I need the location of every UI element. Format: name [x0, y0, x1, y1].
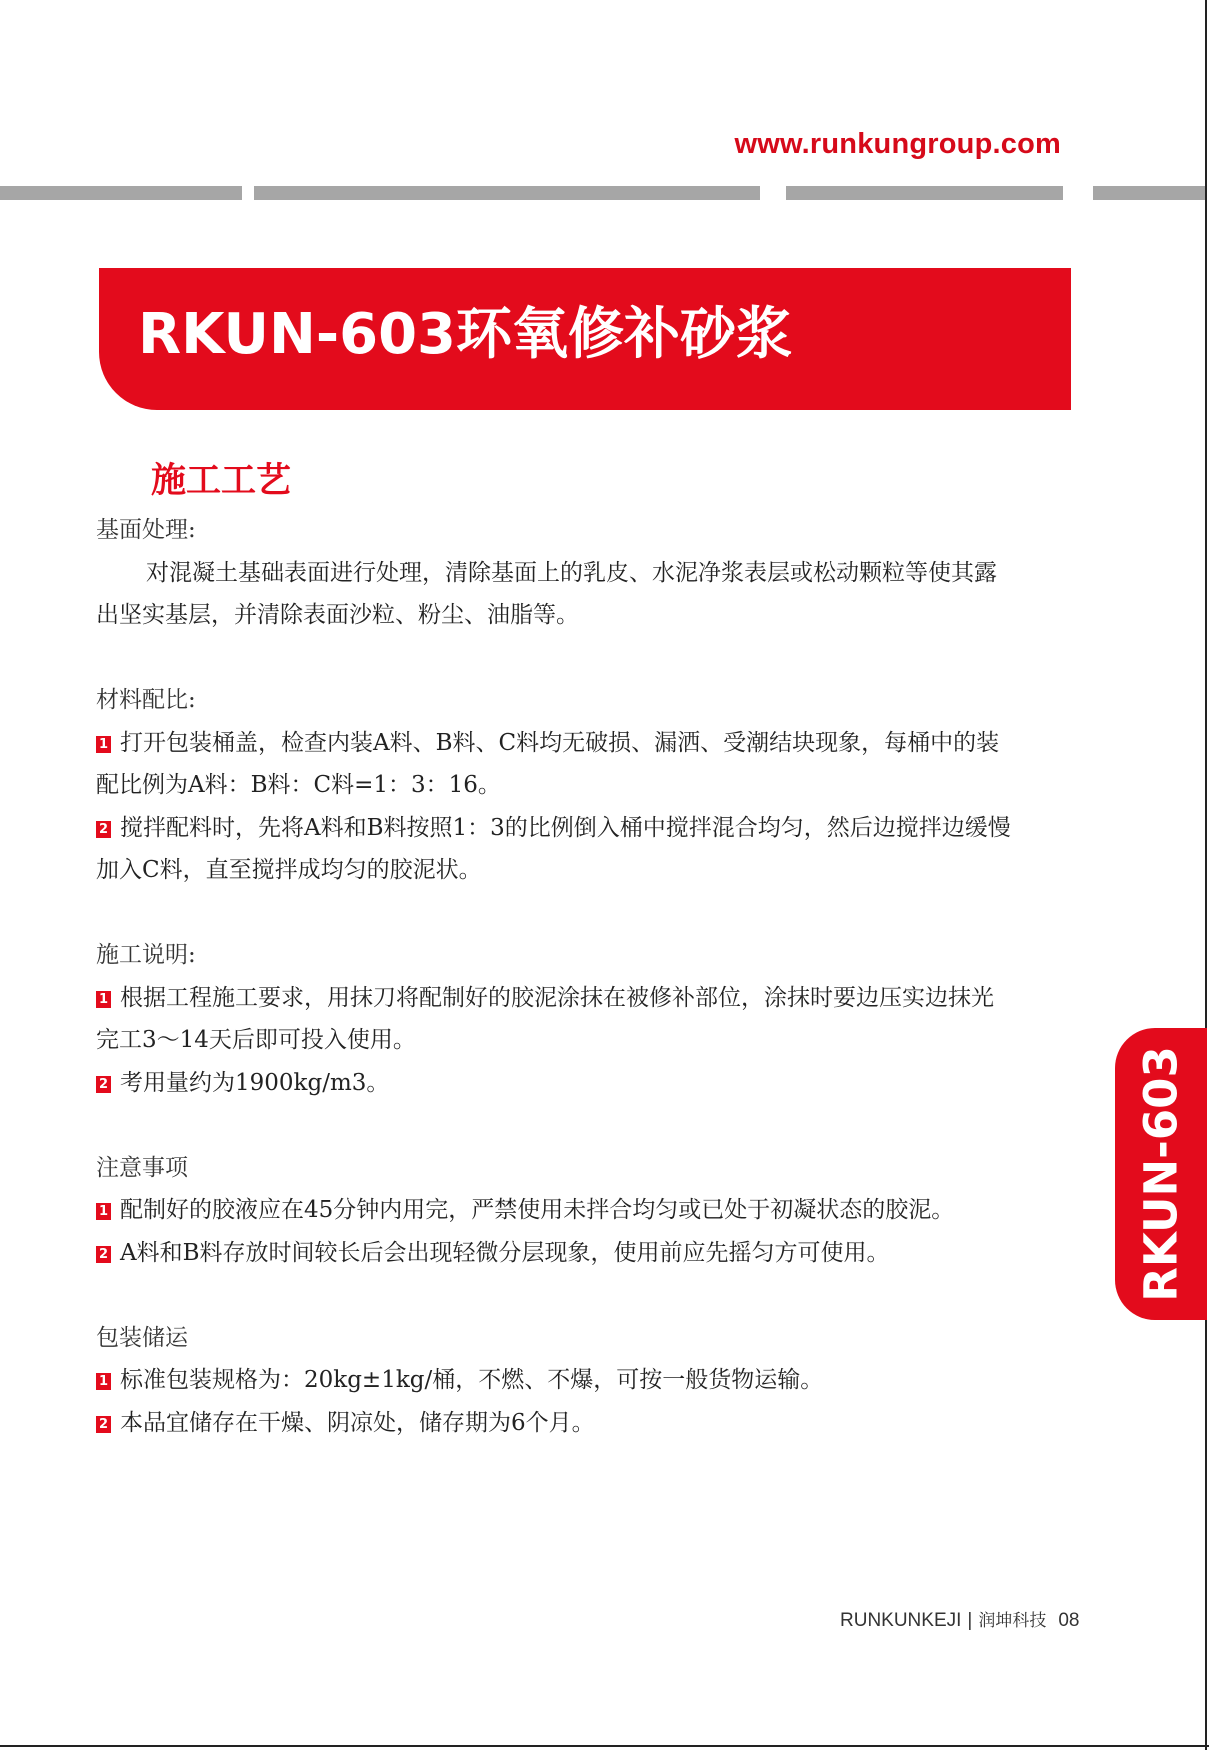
packaging-item-2-text: 本品宜储存在干燥、阴凉处，储存期为6个月。 [120, 1409, 595, 1436]
footer-separator: | [967, 1610, 973, 1631]
number-marker: 2 [96, 821, 111, 838]
number-marker: 2 [96, 1076, 111, 1093]
construction-item-1-cont: 完工3～14天后即可投入使用。 [96, 1027, 416, 1053]
spacer [96, 1274, 1076, 1317]
packaging-item-1-text: 标准包装规格为：20kg±1kg/桶，不燃、不爆，可按一般货物运输。 [120, 1367, 824, 1393]
mix-item-2-cont: 加入C料，直至搅拌成均匀的胶泥状。 [96, 857, 482, 883]
number-marker: 1 [96, 991, 111, 1008]
construction-item-2 [96, 1062, 1076, 1105]
notes-heading: 注意事项 [96, 1154, 188, 1181]
header-bar-1 [0, 186, 242, 200]
number-marker: 2 [96, 1246, 111, 1263]
packaging-heading: 包装储运 [96, 1324, 188, 1351]
footer-brand: RUNKUNKEJI [840, 1610, 962, 1631]
number-marker: 2 [96, 1416, 111, 1433]
product-title: RKUN-603环氧修补砂浆 [138, 302, 793, 367]
packaging-item-1 [96, 1359, 1076, 1402]
website-url[interactable]: www.runkungroup.com [734, 128, 1061, 160]
notes-item-2 [96, 1232, 1076, 1275]
header-bar-2 [254, 186, 760, 200]
construction-item-1-text: 根据工程施工要求，用抹刀将配制好的胶泥涂抹在被修补部位，涂抹时要边压实边抹光 [120, 984, 994, 1011]
page-border-right [1205, 0, 1207, 1750]
packaging-item-2 [96, 1402, 1076, 1445]
surface-line: 对混凝土基础表面进行处理，清除基面上的乳皮、水泥净浆表层或松动颗粒等使其露 [146, 559, 997, 586]
spacer [96, 637, 1076, 680]
notes-item-1-text: 配制好的胶液应在45分钟内用完，严禁使用未拌合均匀或已处于初凝状态的胶泥。 [120, 1197, 955, 1223]
section-title: 施工工艺 [151, 461, 292, 501]
construction-item-2-text: 考用量约为1900kg/m3。 [120, 1069, 390, 1096]
content-body [96, 509, 1076, 1444]
mix-item-2-text: 搅拌配料时，先将A料和B料按照1：3的比例倒入桶中搅拌混合均匀，然后边搅拌边缓慢 [120, 814, 1011, 841]
mix-heading: 材料配比: [96, 687, 196, 713]
number-marker: 1 [96, 1203, 111, 1220]
header-bar-4 [1093, 186, 1205, 200]
mix-item-2 [96, 807, 1076, 850]
side-tab-label: RKUN-603 [1134, 1046, 1188, 1302]
page-border-bottom [0, 1745, 1209, 1747]
mix-item-1 [96, 722, 1076, 765]
construction-item-1 [96, 977, 1076, 1020]
surface-line: 出坚实基层，并清除表面沙粒、粉尘、油脂等。 [96, 602, 579, 628]
number-marker: 1 [96, 1373, 111, 1390]
notes-item-1 [96, 1189, 1076, 1232]
number-marker: 1 [96, 736, 111, 753]
footer [840, 1606, 1079, 1632]
spacer [96, 1104, 1076, 1147]
page-number: 08 [1058, 1610, 1080, 1631]
construction-heading: 施工说明: [96, 942, 196, 968]
surface-heading: 基面处理: [96, 517, 196, 543]
mix-item-1-cont: 配比例为A料：B料：C料=1：3：16。 [96, 772, 501, 798]
notes-item-2-text: A料和B料存放时间较长后会出现轻微分层现象，使用前应先摇匀方可使用。 [120, 1239, 890, 1266]
footer-brand-cn: 润坤科技 [978, 1611, 1047, 1630]
spacer [96, 892, 1076, 935]
mix-item-1-text: 打开包装桶盖，检查内装A料、B料、C料均无破损、漏洒、受潮结块现象，每桶中的装 [120, 729, 1000, 756]
header-bar-3 [786, 186, 1063, 200]
